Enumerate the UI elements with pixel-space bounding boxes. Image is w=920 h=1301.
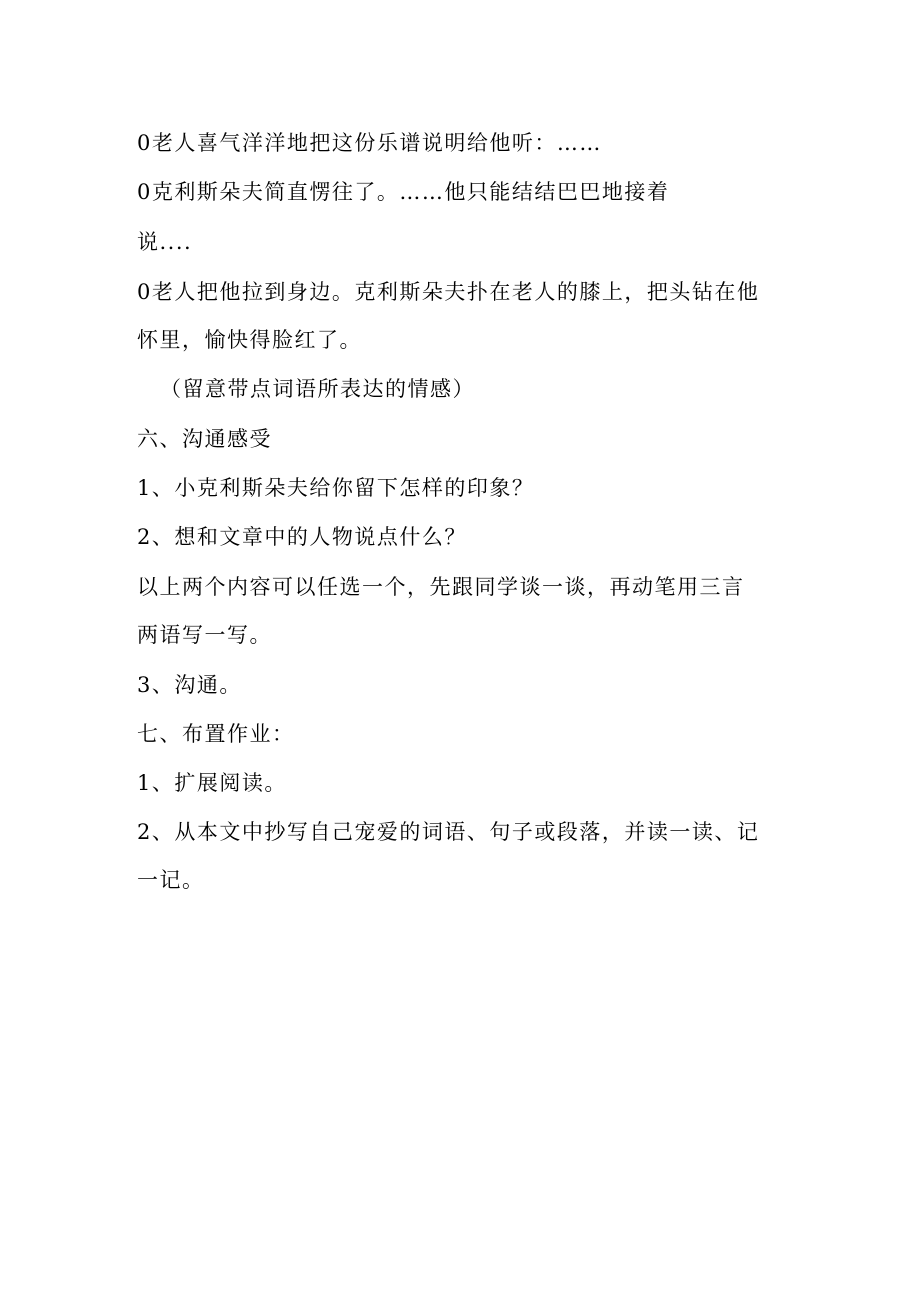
text-line-12: 3、沟通。 — [137, 673, 242, 697]
text-line-6: （留意带点词语所表达的情感） — [160, 377, 475, 401]
text-line-10: 以上两个内容可以任选一个，先跟同学谈一谈，再动笔用三言 — [137, 575, 745, 599]
text-line-2: 0克利斯朵夫简直愣往了。……他只能结结巴巴地接着 — [137, 180, 670, 204]
section-heading-7: 七、布置作业： — [137, 722, 295, 746]
text-line-9: 2、想和文章中的人物说点什么？ — [137, 525, 467, 549]
text-line-3: 说.... — [137, 230, 193, 254]
text-line-4: 0老人把他拉到身边。克利斯朵夫扑在老人的膝上，把头钻在他 — [137, 280, 760, 304]
text-line-15: 2、从本文中抄写自己宠爱的词语、句子或段落，并读一读、记 — [137, 820, 760, 844]
text-line-11: 两语写一写。 — [137, 623, 272, 647]
section-heading-6: 六、沟通感受 — [137, 427, 272, 451]
text-line-14: 1、扩展阅读。 — [137, 771, 287, 795]
text-line-1: 0老人喜气洋洋地把这份乐谱说明给他听：…… — [137, 131, 602, 155]
text-line-16: 一记。 — [137, 868, 205, 892]
text-line-5: 怀里，愉快得脸红了。 — [137, 328, 362, 352]
text-line-8: 1、小克利斯朵夫给你留下怎样的印象？ — [137, 476, 535, 500]
